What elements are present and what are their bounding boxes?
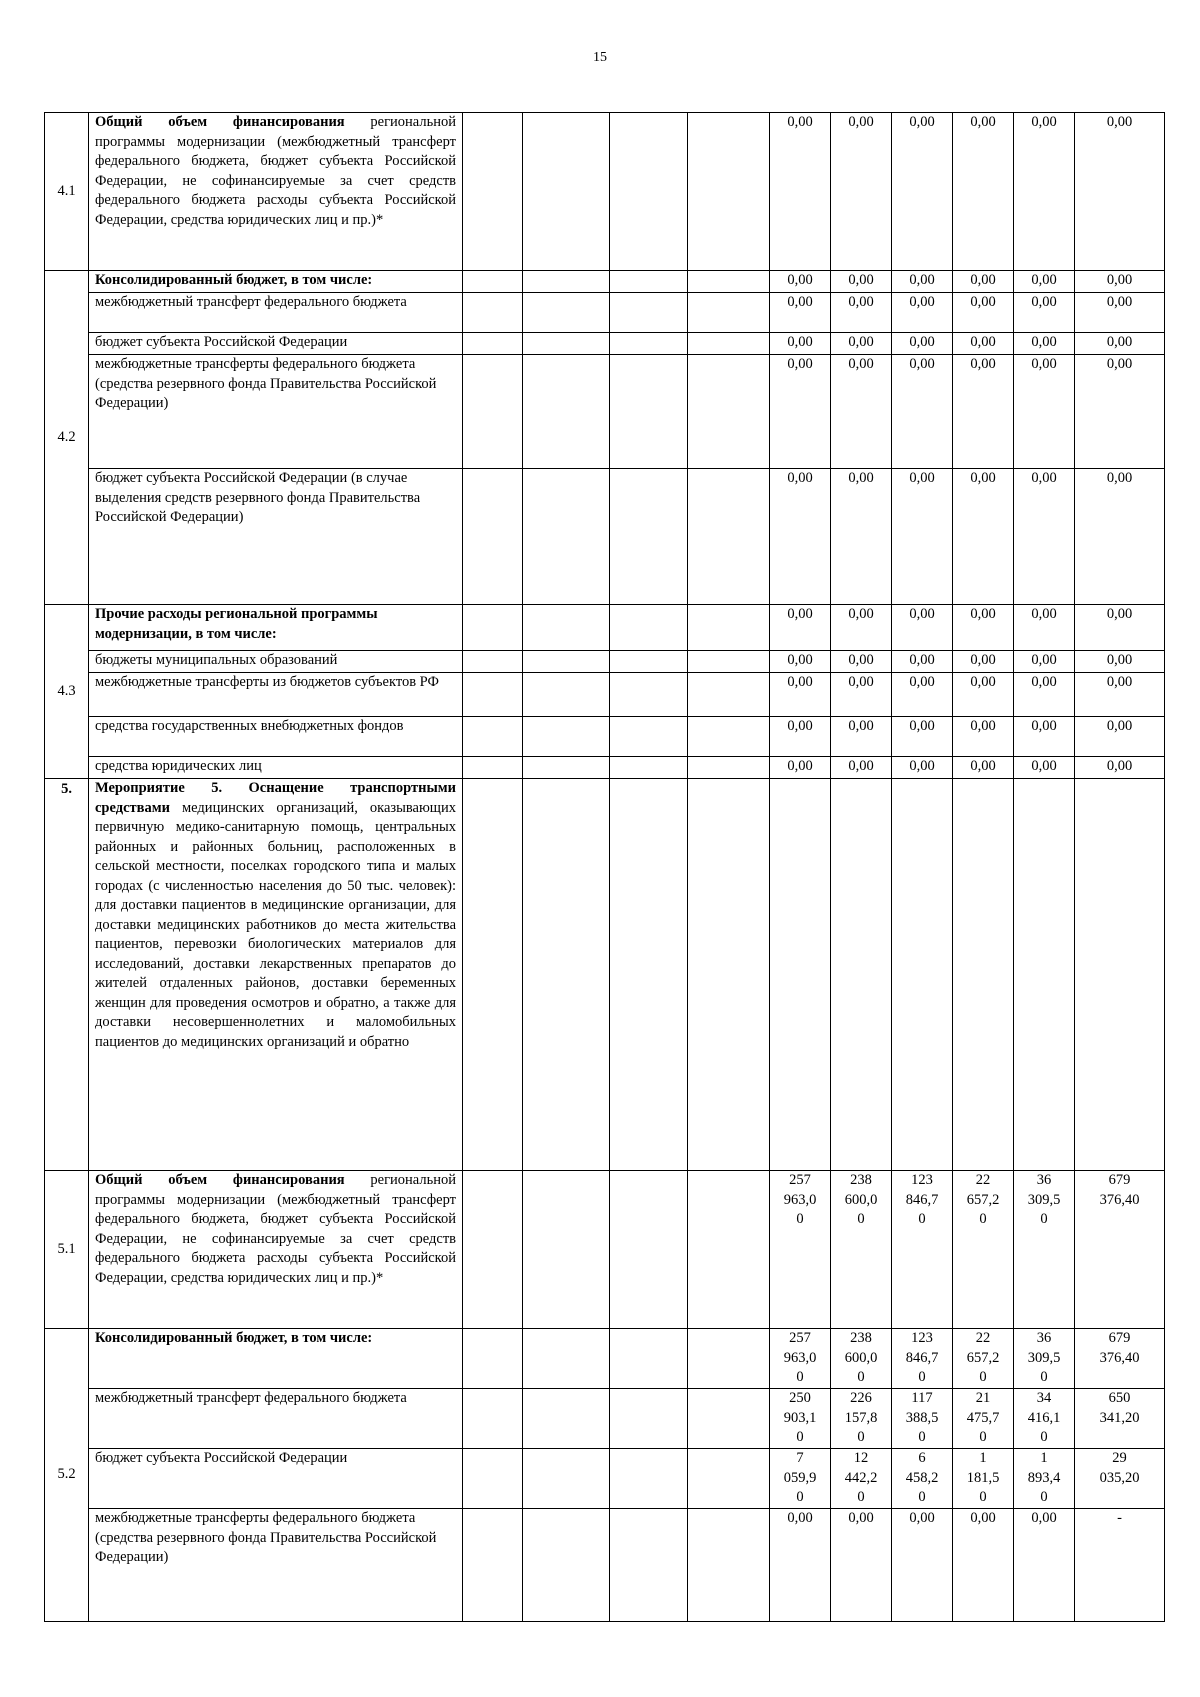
value-cell: 0,00 bbox=[1014, 1509, 1075, 1622]
value-cell: 22 657,2 0 bbox=[953, 1171, 1014, 1329]
empty-cell bbox=[610, 469, 688, 605]
value-cell: 117 388,5 0 bbox=[892, 1389, 953, 1449]
value-cell: 0,00 bbox=[831, 271, 892, 293]
value-cell: 0,00 bbox=[1075, 333, 1165, 355]
bold-label: Консолидированный бюджет, в том числе: bbox=[95, 272, 373, 288]
value-cell: 0,00 bbox=[953, 673, 1014, 717]
empty-cell bbox=[688, 757, 770, 779]
value-cell: 0,00 bbox=[770, 293, 831, 333]
table-row bbox=[45, 469, 1165, 605]
empty-cell bbox=[523, 1329, 610, 1389]
value-cell: 36 309,5 0 bbox=[1014, 1329, 1075, 1389]
value-cell: 1 181,5 0 bbox=[953, 1449, 1014, 1509]
value-cell: 0,00 bbox=[892, 673, 953, 717]
value-cell: 0,00 bbox=[1014, 113, 1075, 271]
empty-cell bbox=[688, 113, 770, 271]
label-text: медицинских организаций, оказывающих первичную медико-санитарную помощь, центральных районных и районных больниц, расположенных в сельской местности, поселках городского типа и малых городах (с численностью населения до 50 тыс. человек): для доставки пациентов в медицинские организации, для доставки медицинских работников до места жительства пациентов, перевозки биологических материалов для исследований, доставки лекарственных препаратов до жителей отдаленных районов, доставки беременных женщин для проведения осмотров и обратно, а также для доставки несовершеннолетних и маломобильных пациентов до медицинских организаций и обратно bbox=[95, 799, 456, 1050]
table-row bbox=[45, 651, 1165, 673]
value-cell: 0,00 bbox=[892, 469, 953, 605]
value-cell: 0,00 bbox=[770, 1509, 831, 1622]
empty-cell bbox=[523, 1509, 610, 1622]
value-cell: 0,00 bbox=[831, 333, 892, 355]
table-row bbox=[45, 113, 1165, 271]
row-label bbox=[89, 779, 463, 1171]
empty-cell bbox=[523, 757, 610, 779]
row-label: бюджет субъекта Российской Федерации bbox=[89, 1449, 463, 1509]
row-label bbox=[89, 1329, 463, 1389]
empty-cell bbox=[523, 293, 610, 333]
value-cell: 0,00 bbox=[831, 717, 892, 757]
value-cell: 6 458,2 0 bbox=[892, 1449, 953, 1509]
value-cell: 0,00 bbox=[1075, 293, 1165, 333]
value-cell: 36 309,5 0 bbox=[1014, 1171, 1075, 1329]
value-cell: 21 475,7 0 bbox=[953, 1389, 1014, 1449]
empty-cell bbox=[523, 717, 610, 757]
value-cell: 257 963,0 0 bbox=[770, 1171, 831, 1329]
empty-cell bbox=[610, 757, 688, 779]
value-cell: 1 893,4 0 bbox=[1014, 1449, 1075, 1509]
empty-cell bbox=[463, 469, 523, 605]
empty-cell bbox=[523, 673, 610, 717]
empty-cell bbox=[610, 271, 688, 293]
value-cell: 0,00 bbox=[1075, 757, 1165, 779]
table-row bbox=[45, 673, 1165, 717]
value-cell: 0,00 bbox=[770, 333, 831, 355]
row-label bbox=[89, 1171, 463, 1329]
value-cell: 0,00 bbox=[1014, 757, 1075, 779]
value-cell: 123 846,7 0 bbox=[892, 1329, 953, 1389]
empty-cell bbox=[463, 651, 523, 673]
empty-cell bbox=[1075, 779, 1165, 1171]
row-label: бюджеты муниципальных образований bbox=[89, 651, 463, 673]
empty-cell bbox=[610, 293, 688, 333]
value-cell: 0,00 bbox=[831, 293, 892, 333]
row-label: межбюджетные трансферты федерального бюджета (средства резервного фонда Правительства Российской Федерации) bbox=[89, 355, 463, 469]
bold-label: Прочие расходы региональной программы модернизации, в том числе: bbox=[95, 606, 378, 642]
value-cell: 0,00 bbox=[892, 651, 953, 673]
value-cell: 12 442,2 0 bbox=[831, 1449, 892, 1509]
empty-cell bbox=[523, 469, 610, 605]
empty-cell bbox=[523, 1449, 610, 1509]
value-cell: 0,00 bbox=[953, 333, 1014, 355]
value-cell: 0,00 bbox=[1075, 605, 1165, 651]
empty-cell bbox=[463, 757, 523, 779]
empty-cell bbox=[688, 651, 770, 673]
row-label: межбюджетный трансферт федерального бюджета bbox=[89, 293, 463, 333]
empty-cell bbox=[610, 673, 688, 717]
empty-cell bbox=[463, 717, 523, 757]
value-cell: 0,00 bbox=[953, 757, 1014, 779]
empty-cell bbox=[523, 355, 610, 469]
table-row bbox=[45, 1509, 1165, 1622]
empty-cell bbox=[610, 355, 688, 469]
value-cell: 0,00 bbox=[1014, 651, 1075, 673]
empty-cell bbox=[610, 651, 688, 673]
empty-cell bbox=[463, 605, 523, 651]
empty-cell bbox=[688, 717, 770, 757]
value-cell: 0,00 bbox=[1014, 355, 1075, 469]
empty-cell bbox=[523, 113, 610, 271]
empty-cell bbox=[463, 271, 523, 293]
value-cell: 0,00 bbox=[953, 113, 1014, 271]
value-cell: 0,00 bbox=[892, 605, 953, 651]
empty-cell bbox=[463, 779, 523, 1171]
empty-cell bbox=[463, 293, 523, 333]
table-row bbox=[45, 333, 1165, 355]
empty-cell bbox=[688, 605, 770, 651]
value-cell: 250 903,1 0 bbox=[770, 1389, 831, 1449]
value-cell: 0,00 bbox=[953, 271, 1014, 293]
table-row bbox=[45, 605, 1165, 651]
empty-cell bbox=[523, 779, 610, 1171]
empty-cell bbox=[610, 333, 688, 355]
empty-cell bbox=[688, 469, 770, 605]
value-cell: 0,00 bbox=[1014, 293, 1075, 333]
row-number: 4.1 bbox=[45, 113, 89, 271]
value-cell: 0,00 bbox=[831, 469, 892, 605]
empty-cell bbox=[831, 779, 892, 1171]
value-cell: 0,00 bbox=[770, 673, 831, 717]
row-number: 5. bbox=[45, 779, 89, 1171]
value-cell: 0,00 bbox=[770, 605, 831, 651]
empty-cell bbox=[688, 779, 770, 1171]
empty-cell bbox=[688, 271, 770, 293]
empty-cell bbox=[688, 355, 770, 469]
empty-cell bbox=[688, 1509, 770, 1622]
value-cell: 0,00 bbox=[831, 1509, 892, 1622]
value-cell: 0,00 bbox=[892, 757, 953, 779]
value-cell: 0,00 bbox=[953, 1509, 1014, 1622]
value-cell: 0,00 bbox=[953, 469, 1014, 605]
empty-cell bbox=[523, 333, 610, 355]
row-label: межбюджетный трансферт федерального бюджета bbox=[89, 1389, 463, 1449]
value-cell: 0,00 bbox=[953, 605, 1014, 651]
table-row bbox=[45, 355, 1165, 469]
empty-cell bbox=[523, 1389, 610, 1449]
value-cell: 0,00 bbox=[831, 605, 892, 651]
value-cell: 0,00 bbox=[1014, 673, 1075, 717]
value-cell: 0,00 bbox=[1075, 717, 1165, 757]
financing-table bbox=[44, 112, 1165, 1622]
value-cell: 0,00 bbox=[1075, 355, 1165, 469]
empty-cell bbox=[610, 717, 688, 757]
empty-cell bbox=[463, 1509, 523, 1622]
empty-cell bbox=[610, 1171, 688, 1329]
empty-cell bbox=[688, 333, 770, 355]
value-cell: 0,00 bbox=[1014, 333, 1075, 355]
row-number: 5.1 bbox=[45, 1171, 89, 1329]
value-cell: 0,00 bbox=[831, 113, 892, 271]
table-row bbox=[45, 271, 1165, 293]
table-row bbox=[45, 757, 1165, 779]
value-cell: 123 846,7 0 bbox=[892, 1171, 953, 1329]
value-cell: 0,00 bbox=[1014, 271, 1075, 293]
empty-cell bbox=[610, 779, 688, 1171]
empty-cell bbox=[463, 673, 523, 717]
empty-cell bbox=[610, 605, 688, 651]
value-cell: 679 376,40 bbox=[1075, 1171, 1165, 1329]
empty-cell bbox=[610, 1509, 688, 1622]
value-cell: 0,00 bbox=[1075, 651, 1165, 673]
value-cell: 0,00 bbox=[953, 293, 1014, 333]
empty-cell bbox=[463, 355, 523, 469]
row-label: межбюджетные трансферты федерального бюджета (средства резервного фонда Правительства Российской Федерации) bbox=[89, 1509, 463, 1622]
bold-lead: Мероприятие 5. Оснащение транспортными средствами bbox=[95, 780, 456, 816]
value-cell: 226 157,8 0 bbox=[831, 1389, 892, 1449]
value-cell: 0,00 bbox=[1075, 113, 1165, 271]
empty-cell bbox=[610, 1329, 688, 1389]
empty-cell bbox=[523, 1171, 610, 1329]
empty-cell bbox=[770, 779, 831, 1171]
row-label bbox=[89, 271, 463, 293]
row-label: межбюджетные трансферты из бюджетов субъектов РФ bbox=[89, 673, 463, 717]
value-cell: 0,00 bbox=[770, 271, 831, 293]
empty-cell bbox=[523, 271, 610, 293]
value-cell: 0,00 bbox=[953, 717, 1014, 757]
bold-label: Консолидированный бюджет, в том числе: bbox=[95, 1330, 373, 1346]
value-cell: 0,00 bbox=[892, 717, 953, 757]
empty-cell bbox=[463, 1389, 523, 1449]
row-number: 4.3 bbox=[45, 605, 89, 779]
value-cell: 257 963,0 0 bbox=[770, 1329, 831, 1389]
empty-cell bbox=[688, 1329, 770, 1389]
empty-cell bbox=[463, 333, 523, 355]
empty-cell bbox=[892, 779, 953, 1171]
row-label: средства юридических лиц bbox=[89, 757, 463, 779]
empty-cell bbox=[1014, 779, 1075, 1171]
value-cell: 0,00 bbox=[770, 355, 831, 469]
value-cell: 0,00 bbox=[831, 673, 892, 717]
empty-cell bbox=[688, 1449, 770, 1509]
value-cell: 7 059,9 0 bbox=[770, 1449, 831, 1509]
value-cell: 0,00 bbox=[953, 355, 1014, 469]
page-number: 15 bbox=[593, 50, 607, 65]
value-cell: 0,00 bbox=[892, 355, 953, 469]
table-row bbox=[45, 717, 1165, 757]
value-cell: 0,00 bbox=[892, 113, 953, 271]
value-cell: 0,00 bbox=[831, 355, 892, 469]
row-label bbox=[89, 113, 463, 271]
bold-lead: Общий объем финансирования bbox=[95, 114, 345, 130]
empty-cell bbox=[523, 651, 610, 673]
value-cell: 0,00 bbox=[770, 113, 831, 271]
value-cell: 0,00 bbox=[1014, 469, 1075, 605]
row-number: 4.2 bbox=[45, 271, 89, 605]
table-row bbox=[45, 293, 1165, 333]
empty-cell bbox=[523, 605, 610, 651]
empty-cell bbox=[463, 113, 523, 271]
value-cell: 0,00 bbox=[831, 757, 892, 779]
table-row bbox=[45, 779, 1165, 1171]
value-cell: 0,00 bbox=[892, 271, 953, 293]
empty-cell bbox=[463, 1329, 523, 1389]
value-cell: 34 416,1 0 bbox=[1014, 1389, 1075, 1449]
label-text: региональной программы модернизации (межбюджетный трансферт федерального бюджета, бюджет субъекта Российской Федерации, не софинансируемые за счет средств федерального бюджета расходы субъекта Российской Федерации, средства юридических лиц и пр.)* bbox=[95, 1172, 456, 1286]
value-cell: 0,00 bbox=[770, 469, 831, 605]
empty-cell bbox=[688, 293, 770, 333]
empty-cell bbox=[688, 1389, 770, 1449]
empty-cell bbox=[610, 113, 688, 271]
value-cell: 679 376,40 bbox=[1075, 1329, 1165, 1389]
value-cell: 0,00 bbox=[770, 757, 831, 779]
table-row bbox=[45, 1449, 1165, 1509]
value-cell: - bbox=[1075, 1509, 1165, 1622]
value-cell: 238 600,0 0 bbox=[831, 1329, 892, 1389]
empty-cell bbox=[610, 1449, 688, 1509]
row-label: средства государственных внебюджетных фондов bbox=[89, 717, 463, 757]
value-cell: 238 600,0 0 bbox=[831, 1171, 892, 1329]
bold-lead: Общий объем финансирования bbox=[95, 1172, 345, 1188]
empty-cell bbox=[463, 1171, 523, 1329]
value-cell: 650 341,20 bbox=[1075, 1389, 1165, 1449]
row-number: 5.2 bbox=[45, 1329, 89, 1622]
empty-cell bbox=[688, 1171, 770, 1329]
value-cell: 0,00 bbox=[892, 333, 953, 355]
value-cell: 0,00 bbox=[1075, 271, 1165, 293]
value-cell: 0,00 bbox=[770, 651, 831, 673]
table-row bbox=[45, 1389, 1165, 1449]
value-cell: 0,00 bbox=[1014, 605, 1075, 651]
empty-cell bbox=[610, 1389, 688, 1449]
empty-cell bbox=[688, 673, 770, 717]
value-cell: 0,00 bbox=[831, 651, 892, 673]
value-cell: 0,00 bbox=[892, 1509, 953, 1622]
value-cell: 0,00 bbox=[953, 651, 1014, 673]
value-cell: 0,00 bbox=[1075, 673, 1165, 717]
value-cell: 29 035,20 bbox=[1075, 1449, 1165, 1509]
row-label: бюджет субъекта Российской Федерации bbox=[89, 333, 463, 355]
row-label: бюджет субъекта Российской Федерации (в случае выделения средств резервного фонда Правительства Российской Федерации) bbox=[89, 469, 463, 605]
value-cell: 0,00 bbox=[1014, 717, 1075, 757]
table-row bbox=[45, 1171, 1165, 1329]
value-cell: 0,00 bbox=[770, 717, 831, 757]
value-cell: 0,00 bbox=[1075, 469, 1165, 605]
value-cell: 22 657,2 0 bbox=[953, 1329, 1014, 1389]
empty-cell bbox=[463, 1449, 523, 1509]
value-cell: 0,00 bbox=[892, 293, 953, 333]
label-text: региональной программы модернизации (межбюджетный трансферт федерального бюджета, бюджет субъекта Российской Федерации, не софинансируемые за счет средств федерального бюджета расходы субъекта Российской Федерации, средства юридических лиц и пр.)* bbox=[95, 114, 456, 228]
empty-cell bbox=[953, 779, 1014, 1171]
table-row bbox=[45, 1329, 1165, 1389]
row-label bbox=[89, 605, 463, 651]
